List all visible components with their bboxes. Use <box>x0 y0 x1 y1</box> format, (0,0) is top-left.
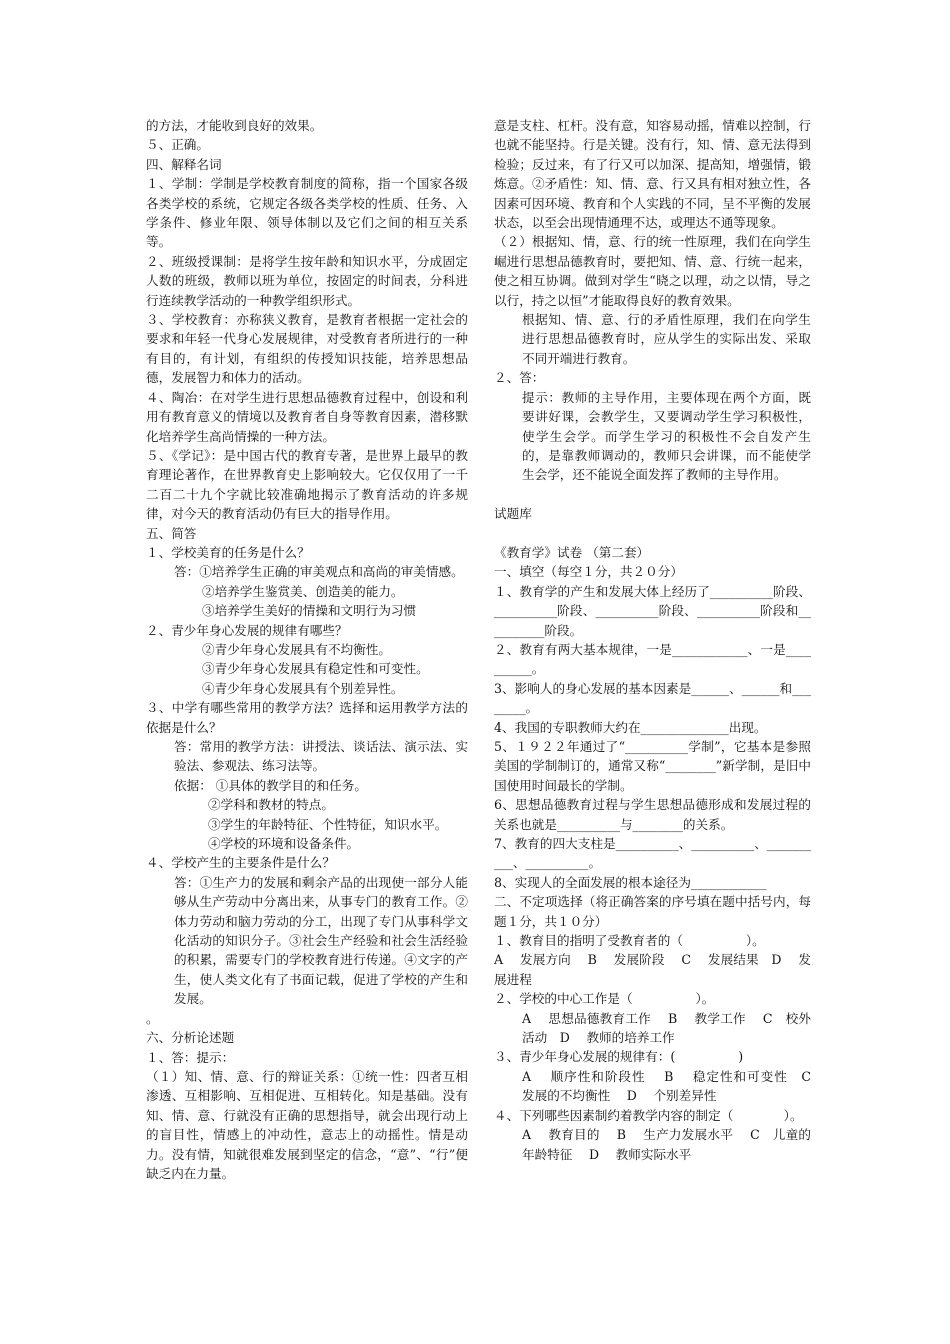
text-paragraph: １、学制：学制是学校教育制度的简称，指一个国家各级各类学校的系统，它规定各级各类学校的性质、任务、入学条件、修业年限、领导体制以及它们之间的相互关系等。 <box>146 176 468 250</box>
text-paragraph: ２、青少年身心发展的规律有哪些？ <box>146 622 348 638</box>
right-column <box>494 116 824 1164</box>
text-paragraph: （２）根据知、情，意、行的统一性原理，我们在向学生崛进行思想品德教育时，要把知、情、意、行统一起来，使之相互协调。做到对学生“晓之以理，动之以情，导之以行，持之以恒”才能取得良好的教育效果。 <box>494 234 811 308</box>
text-paragraph: ２、学校的中心工作是（ ）。 <box>494 991 715 1007</box>
text-paragraph: ３、中学有哪些常用的教学方法？选择和运用教学方法的依据是什么？ <box>146 700 468 735</box>
text-paragraph: 意是支柱、杠杆。没有意，知容易动摇，情难以控制，行也就不能坚持。行是关键。没有行，知、情、意无法得到检验；反过来，有了行又可以加深、提高知，增强情，锻炼意。②矛盾性：知、情、意、行又具有相对独立性，各因素可因环境、教育和个人实践的不同，呈不平衡的发展状态，以至会出现情通理不达，或理达不通等现象。 <box>494 118 811 231</box>
text-paragraph: 的方法，才能收到良好的效果。 <box>146 118 323 133</box>
text-paragraph: A 教育目的 B 生产力发展水平 C 儿童的年龄特征 D 教师实际水平 <box>522 1127 811 1162</box>
text-paragraph: １、教育学的产生和发展大体上经历了__________阶段、__________阶段、__________阶段、__________阶段和__________阶段。 <box>494 583 811 638</box>
text-paragraph: （１）知、情、意、行的辩证关系：①统一性：四者互相渗透、互相影响、互相促进、互相转化。知是基础。没有知、情、意、行就没有正确的思想指导，就会出现行动上的盲目性，情感上的冲动性，意志上的动摇性。情是动力。没有情，知就很难发展到坚定的信念，“意”、“行”便缺乏内在力量。 <box>146 1068 468 1181</box>
text-paragraph: ③学生的年龄特征、个性特征，知识水平。 <box>208 816 448 832</box>
text-paragraph: 依据： ①具体的教学目的和任务。 <box>174 777 367 793</box>
text-paragraph: 提示：教师的主导作用，主要体现在两个方面，既要讲好课，会教学生，又要调动学生学习积极性，使学生会学。而学生学习的积极性不会自发产生的，是靠教师调动的，教师只会讲课，而不能使学生会学，还不能说全面发挥了教师的主导作用。 <box>522 389 811 483</box>
text-paragraph: １、学校美育的任务是什么？ <box>146 544 310 560</box>
text-paragraph: 六、分析论述题 <box>146 1030 235 1046</box>
text-paragraph: 3、影响人的身心发展的基本因素是______、______和________。 <box>494 680 811 716</box>
text-paragraph: ５、《学记》：是中国古代的教育专著，是世界上最早的教育理论著作，在世界教育史上影响较大。它仅仅用了一千二百二十九个字就比较准确地揭示了教育活动的许多规律，对今天的教育活动仍有巨大的指导作用。 <box>146 447 468 522</box>
text-paragraph: A 思想品德教育工作 B 教学工作 C 校外活动 D 教师的培养工作 <box>522 1010 811 1046</box>
text-paragraph: 二、不定项选择（将正确答案的序号填在题中括号内，每题１分，共１０分） <box>494 894 811 929</box>
text-paragraph: 4、我国的专职教师大约在______________出现。 <box>494 719 767 735</box>
text-paragraph: ５、正确。 <box>146 137 209 153</box>
text-paragraph: ２、班级授课制：是将学生按年龄和知识水平，分成固定人数的班级，教师以班为单位，按固定的时间表，分科进行连续教学活动的一种教学组织形式。 <box>146 253 468 308</box>
text-paragraph: ③青少年身心发展具有稳定性和可变性。 <box>202 661 429 677</box>
section-label: 试题库 <box>494 506 532 522</box>
text-paragraph: ４、陶冶：在对学生进行思想品德教育过程中，创设和利用有教育意义的情境以及教育者自身等教育因素，潜移默化培养学生高尚情操的一种方法。 <box>146 389 468 444</box>
left-column <box>146 116 468 1183</box>
spacer <box>494 485 811 504</box>
text-paragraph: ④学校的环境和设备条件。 <box>208 836 360 852</box>
text-paragraph: ②学科和教材的特点。 <box>208 797 334 813</box>
text-paragraph: ２、教育有两大基本规律，一是____________、一是__________。 <box>494 641 811 677</box>
text-paragraph: ４、学校产生的主要条件是什么？ <box>146 855 335 871</box>
text-paragraph: ②青少年身心发展具有不均衡性。 <box>202 641 391 657</box>
text-paragraph: ４、下列哪些因素制约着教学内容的制定（ ）。 <box>494 1107 803 1123</box>
text-paragraph: １、教育目的指明了受教育者的（ ）。 <box>494 933 765 949</box>
text-paragraph: A 发展方向 B 发展阶段 C 发展结果 D 发展进程 <box>494 952 811 987</box>
text-paragraph: 5、１９２２年通过了“__________学制”，它基本是参照美国的学制制订的，通常又称“________”新学制，是旧中国使用时间最长的学制。 <box>494 738 811 793</box>
text-paragraph: 《教育学》试卷 （第二套） <box>494 544 650 560</box>
text-paragraph: １、答：提示： <box>146 1049 235 1065</box>
text-paragraph: 四、解释名词 <box>146 156 222 172</box>
text-paragraph: A 顺序性和阶段性 B 稳定性和可变性 C 发展的不均衡性 D 个别差异性 <box>522 1068 824 1104</box>
text-paragraph: 。 <box>146 1010 159 1026</box>
spacer <box>494 524 811 543</box>
text-paragraph: 7、教育的四大支柱是__________、__________、__________、__________。 <box>494 836 811 871</box>
text-paragraph: 根据知、情、意、行的矛盾性原理，我们在向学生进行思想品德教育时，应从学生的实际出发、采取不同开端进行教育。 <box>522 312 811 366</box>
text-paragraph: ②培养学生鉴赏美、创造美的能力。 <box>202 583 404 599</box>
text-paragraph: ④青少年身心发展具有个别差异性。 <box>202 680 404 696</box>
text-paragraph: ３、青少年身心发展的规律有：( ) <box>494 1049 744 1065</box>
text-paragraph: 一、填空（每空１分，共２０分） <box>494 564 683 580</box>
text-paragraph: 答：①生产力的发展和剩余产品的出现使一部分人能够从生产劳动中分离出来，从事专门的教育工作。②体力劳动和脑力劳动的分工，出现了专门从事科学文化活动的知识分子。③社会生产经验和社会生活经验的积累，需要专门的学校教育进行传递。④文字的产生，使人类文化有了书面记载，促进了学校的产生和发展。 <box>174 874 468 1007</box>
text-paragraph: 答：①培养学生正确的审美观点和高尚的审美情感。 <box>174 564 464 580</box>
text-paragraph: 8、实现人的全面发展的根本途径为____________ <box>494 874 767 890</box>
text-paragraph: ２、答： <box>494 370 545 386</box>
text-paragraph: 五、简答 <box>146 525 197 541</box>
text-paragraph: ３、学校教育：亦称狭义教育，是教育者根据一定社会的要求和年轻一代身心发展规律，对受教育者所进行的一种有目的，有计划，有组织的传授知识技能，培养思想品德，发展智力和体力的活动。 <box>146 312 468 386</box>
text-paragraph: 答：常用的教学方法：讲授法、谈话法、演示法、实验法、参观法、练习法等。 <box>174 739 468 774</box>
text-paragraph: 6、思想品德教育过程与学生思想品德形成和发展过程的关系也就是__________与________的关系。 <box>494 797 811 832</box>
text-paragraph: ③培养学生美好的情操和文明行为习惯 <box>202 603 417 619</box>
